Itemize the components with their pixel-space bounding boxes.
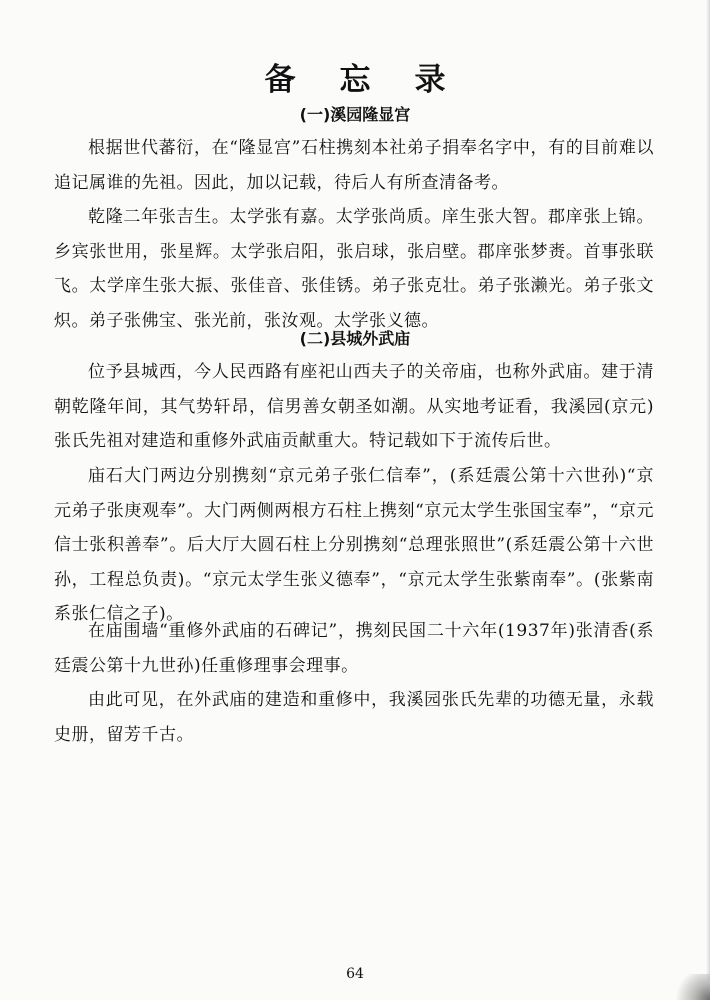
paragraph-temple-location: 位予县城西，今人民西路有座祀山西夫子的关帝庙，也称外武庙。建于清朝乾隆年间，其气势轩昂，信男善女朝圣如潮。从实地考证看，我溪园(京元)张氏先祖对建造和重修外武庙贡献重大。特记载如下于流传后世。 [54, 362, 654, 451]
paragraph-stone-inscriptions: 庙石大门两边分别携刻“京元弟子张仁信奉”，(系廷震公第十六世孙)“京元弟子张庚观奉”。大门两侧两根方石柱上携刻“京元太学生张国宝奉”，“京元信士张积善奉”。后大厅大圆石柱上分别携刻“总理张照世”(系廷震公第十六世孙，工程总负责)。“京元太学生张义德奉”，“京元太学生张紫南奉”。(张紫南系张仁信之子)。 [54, 466, 654, 624]
paragraph-stele-record: 在庙围墙“重修外武庙的石碑记”，携刻民国二十六年(1937年)张清香(系廷震公第十九世孙)任重修理事会理事。 [54, 621, 654, 676]
paragraph-intro: 根据世代蕃衍，在“隆显宫”石柱携刻本社弟子捐奉名字中，有的目前难以追记属谁的先祖。因此，加以记载，待后人有所查清备考。 [54, 138, 654, 193]
paragraph-conclusion: 由此可见，在外武庙的建造和重修中，我溪园张氏先辈的功德无量，永载史册，留芳千古。 [54, 690, 654, 745]
section-heading-outer-wu-temple: (二)县城外武庙 [299, 329, 411, 348]
section-heading-xiyuan-longxian-palace: (一)溪园隆显宫 [299, 105, 411, 124]
scan-corner-shadow [672, 974, 710, 1000]
scan-edge-shadow [706, 0, 710, 1000]
paragraph-donor-names: 乾隆二年张吉生。太学张有嘉。太学张尚质。庠生张大智。郡庠张上锦。乡宾张世用，张星辉。太学张启阳，张启球，张启壁。郡庠张梦赉。首事张联飞。太学庠生张大振、张佳音、张佳锈。弟子张克壮。弟子张濑光。弟子张文炽。弟子张佛宝、张光前，张汝观。太学张义德。 [54, 207, 654, 331]
page-title: 备忘录 [264, 62, 490, 98]
page-number: 64 [346, 966, 364, 982]
